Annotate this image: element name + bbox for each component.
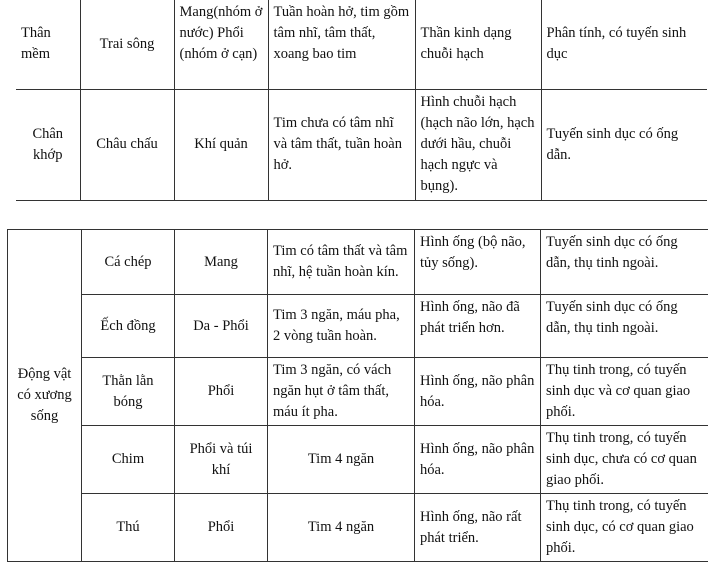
table-row xyxy=(8,358,708,426)
circulation-cell: Tim 3 ngăn, máu pha, 2 vòng tuần hoàn. xyxy=(268,295,415,358)
circulation-cell: Tim 4 ngăn xyxy=(268,494,415,562)
respiration-cell: Khí quản xyxy=(174,89,268,200)
circulation-cell: Tuần hoàn hở, tim gồm tâm nhĩ, tâm thất, xoang bao tim xyxy=(268,0,415,89)
animal-cell: Ếch đồng xyxy=(82,295,175,358)
group-cell: Thân mềm xyxy=(16,0,80,89)
nervous-cell: Hình ống, não phân hóa. xyxy=(415,426,541,494)
invertebrate-comparison-table xyxy=(16,0,707,201)
table-row xyxy=(16,0,707,89)
reproduction-cell: Phân tính, có tuyến sinh dục xyxy=(541,0,707,89)
respiration-cell: Da - Phổi xyxy=(175,295,268,358)
respiration-cell: Mang xyxy=(175,230,268,295)
respiration-cell: Phổi và túi khí xyxy=(175,426,268,494)
table-row xyxy=(8,494,708,562)
vertebrate-group-cell: Động vật có xương sống xyxy=(8,230,82,562)
nervous-cell: Hình ống, não phân hóa. xyxy=(415,358,541,426)
respiration-cell: Mang(nhóm ở nước) Phổi (nhóm ở cạn) xyxy=(174,0,268,89)
circulation-cell: Tim 3 ngăn, có vách ngăn hụt ở tâm thất, máu ít pha. xyxy=(268,358,415,426)
reproduction-cell: Tuyến sinh dục có ống dẫn. xyxy=(541,89,707,200)
reproduction-cell: Thụ tinh trong, có tuyến sinh dục, có cơ quan giao phối. xyxy=(541,494,708,562)
nervous-cell: Hình chuỗi hạch (hạch não lớn, hạch dưới hầu, chuỗi hạch ngực và bụng). xyxy=(415,89,541,200)
group-cell: Chân khớp xyxy=(16,89,80,200)
table-row xyxy=(8,230,708,295)
nervous-cell: Thần kinh dạng chuỗi hạch xyxy=(415,0,541,89)
reproduction-cell: Thụ tinh trong, có tuyến sinh dục, chưa có cơ quan giao phối. xyxy=(541,426,708,494)
table-row xyxy=(8,295,708,358)
respiration-cell: Phổi xyxy=(175,358,268,426)
table-row xyxy=(16,89,707,200)
reproduction-cell: Tuyến sinh dục có ống dẫn, thụ tinh ngoài. xyxy=(541,295,708,358)
vertebrate-comparison-table xyxy=(7,229,708,562)
nervous-cell: Hình ống, não đã phát triển hơn. xyxy=(415,295,541,358)
animal-cell: Trai sông xyxy=(80,0,174,89)
reproduction-cell: Tuyến sinh dục có ống dẫn, thụ tinh ngoài. xyxy=(541,230,708,295)
circulation-cell: Tim chưa có tâm nhĩ và tâm thất, tuần hoàn hở. xyxy=(268,89,415,200)
circulation-cell: Tim có tâm thất và tâm nhĩ, hệ tuần hoàn kín. xyxy=(268,230,415,295)
nervous-cell: Hình ống, não rất phát triển. xyxy=(415,494,541,562)
animal-cell: Chim xyxy=(82,426,175,494)
animal-cell: Châu chấu xyxy=(80,89,174,200)
reproduction-cell: Thụ tinh trong, có tuyến sinh dục và cơ quan giao phối. xyxy=(541,358,708,426)
animal-cell: Cá chép xyxy=(82,230,175,295)
table-row xyxy=(8,426,708,494)
nervous-cell: Hình ống (bộ não, tủy sống). xyxy=(415,230,541,295)
animal-cell: Thằn lằn bóng xyxy=(82,358,175,426)
circulation-cell: Tim 4 ngăn xyxy=(268,426,415,494)
animal-cell: Thú xyxy=(82,494,175,562)
respiration-cell: Phổi xyxy=(175,494,268,562)
